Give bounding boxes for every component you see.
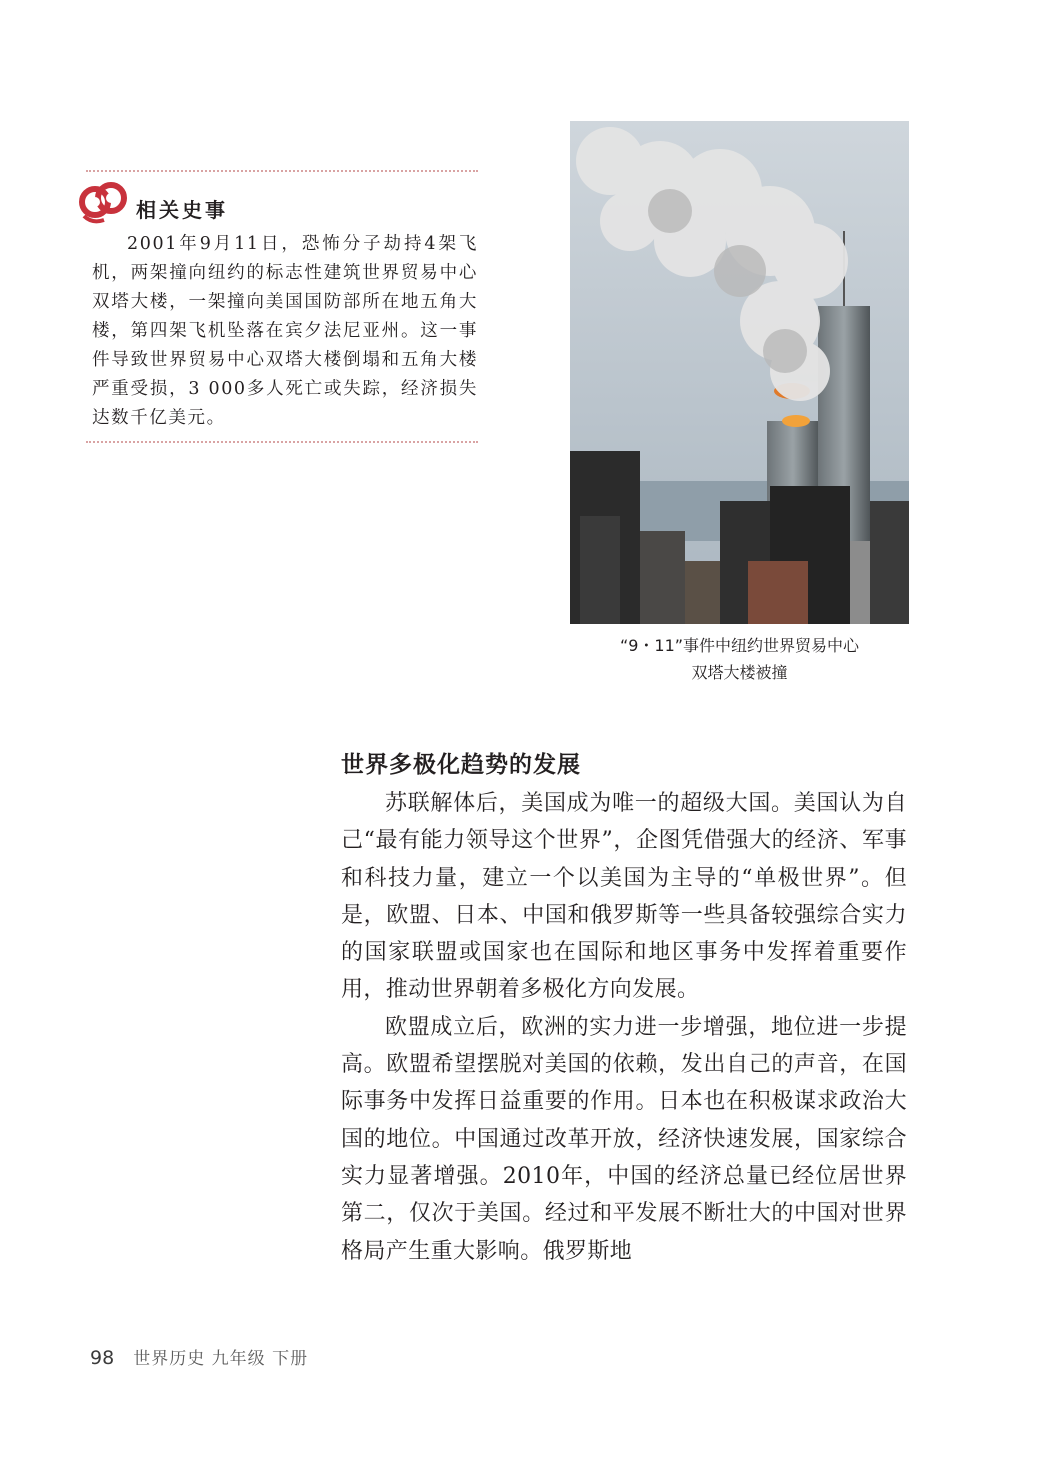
decorative-swirl-icon	[78, 176, 128, 226]
section-title: 世界多极化趋势的发展	[341, 752, 581, 778]
caption-line-1: “9・11”事件中纽约世界贸易中心	[619, 636, 860, 655]
paragraph-2: 欧盟成立后，欧洲的实力进一步增强，地位进一步提高。欧盟希望摆脱对美国的依赖，发出自己的声音，在国际事务中发挥日益重要的作用。日本也在积极谋求政治大国的地位。中国通过改革开放，经济快速发展，国家综合实力显著增强。2010年，中国的经济总量已经位居世界第二，仅次于美国。经过和平发展不断壮大的中国对世界格局产生重大影响。俄罗斯地	[341, 1014, 907, 1264]
related-history-box	[86, 170, 478, 443]
page-footer	[90, 1344, 308, 1369]
book-title: 世界历史 九年级 下册	[133, 1349, 309, 1369]
twin-towers-photo	[570, 121, 909, 624]
caption-line-2: 双塔大楼被撞	[691, 663, 788, 682]
section-body	[341, 785, 907, 1270]
bottom-dotted-divider	[86, 441, 478, 443]
sidebar-header	[86, 172, 478, 228]
photo-caption	[570, 632, 909, 686]
sidebar-text: 2001年9月11日，恐怖分子劫持4架飞机，两架撞向纽约的标志性建筑世界贸易中心双塔大楼，一架撞向美国国防部所在地五角大楼，第四架飞机坠落在宾夕法尼亚州。这一事件导致世界贸易中心双塔大楼倒塌和五角大楼严重受损，3 000多人死亡或失踪，经济损失达数千亿美元。	[92, 234, 478, 428]
paragraph-1: 苏联解体后，美国成为唯一的超级大国。美国认为自己“最有能力领导这个世界”，企图凭借强大的经济、军事和科技力量，建立一个以美国为主导的“单极世界”。但是，欧盟、日本、中国和俄罗斯等一些具备较强综合实力的国家联盟或国家也在国际和地区事务中发挥着重要作用，推动世界朝着多极化方向发展。	[341, 791, 907, 1003]
page-number: 98	[90, 1347, 115, 1369]
sidebar-title: 相关史事	[136, 198, 228, 222]
